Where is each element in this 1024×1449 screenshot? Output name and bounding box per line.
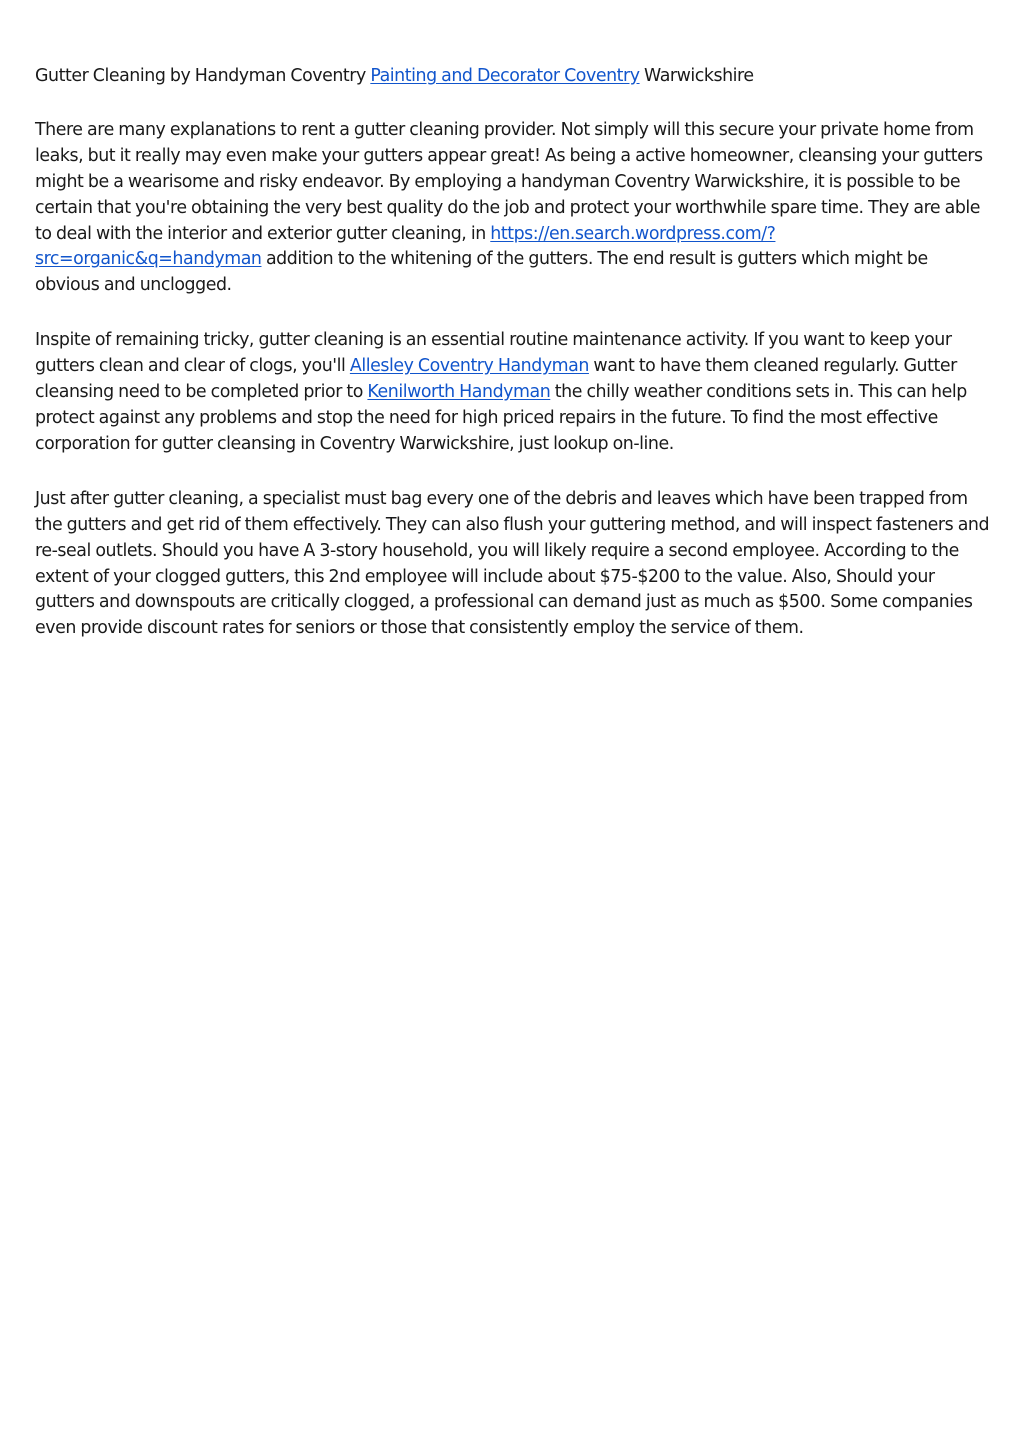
paragraph-2-text-middle: want to have them cleaned regularly. Gutter cleansing need to be completed prior to [35,356,957,403]
paragraph-2-text-before: Inspite of remaining tricky, gutter cleaning is an essential routine maintenance activity. If you want to keep your gutters clean and clear of clogs, you'll [35,330,952,377]
paragraph-1 [35,118,995,299]
paragraph-1-text-after: addition to the whitening of the gutters. The end result is gutters which might be obvious and unclogged. [35,249,928,296]
title-text-before: Gutter Cleaning by Handyman Coventry [35,66,371,86]
wordpress-search-link[interactable]: https://en.search.wordpress.com/?src=organic&q=handyman [35,223,776,270]
allesley-handyman-link[interactable]: Allesley Coventry Handyman [349,356,589,377]
title-text-after: Warwickshire [639,66,754,86]
paragraph-2-text-after: the chilly weather conditions sets in. This can help protect against any problems and stop the need for high priced repairs in the future. To find the most effective corporation for gutter cleansing in Coventry Warwickshire, just lookup on-line. [35,382,967,454]
paragraph-2 [35,328,995,458]
kenilworth-handyman-link[interactable]: Kenilworth Handyman [367,382,551,403]
painting-decorator-link[interactable]: Painting and Decorator Coventry [370,66,640,86]
paragraph-3: Just after gutter cleaning, a specialist must bag every one of the debris and leaves which have been trapped from the gutters and get rid of them effectively. They can also flush your guttering method, and will inspect fasteners and re-seal outlets. Should you have A 3-story household, you will likely require a second employee. According to the extent of your clogged gutters, this 2nd employee will include about $75-$200 to the value. Also, Should your gutters and downspouts are critically clogged, a professional can demand just as much as $500. Some companies even provide discount rates for seniors or those that consistently employ the service of them. [35,488,990,639]
paragraph-1-text-before: There are many explanations to rent a gutter cleaning provider. Not simply will this secure your private home from leaks, but it really may even make your gutters appear great! As being a active homeowner, cleansing your gutters might be a wearisome and risky endeavor. By employing a handyman Coventry Warwickshire, it is possible to be certain that you're obtaining the very best quality do the job and protect your worthwhile spare time. They are able to deal with the interior and exterior gutter cleaning, in [35,119,983,244]
document-title [35,64,995,90]
document-body [35,64,995,671]
